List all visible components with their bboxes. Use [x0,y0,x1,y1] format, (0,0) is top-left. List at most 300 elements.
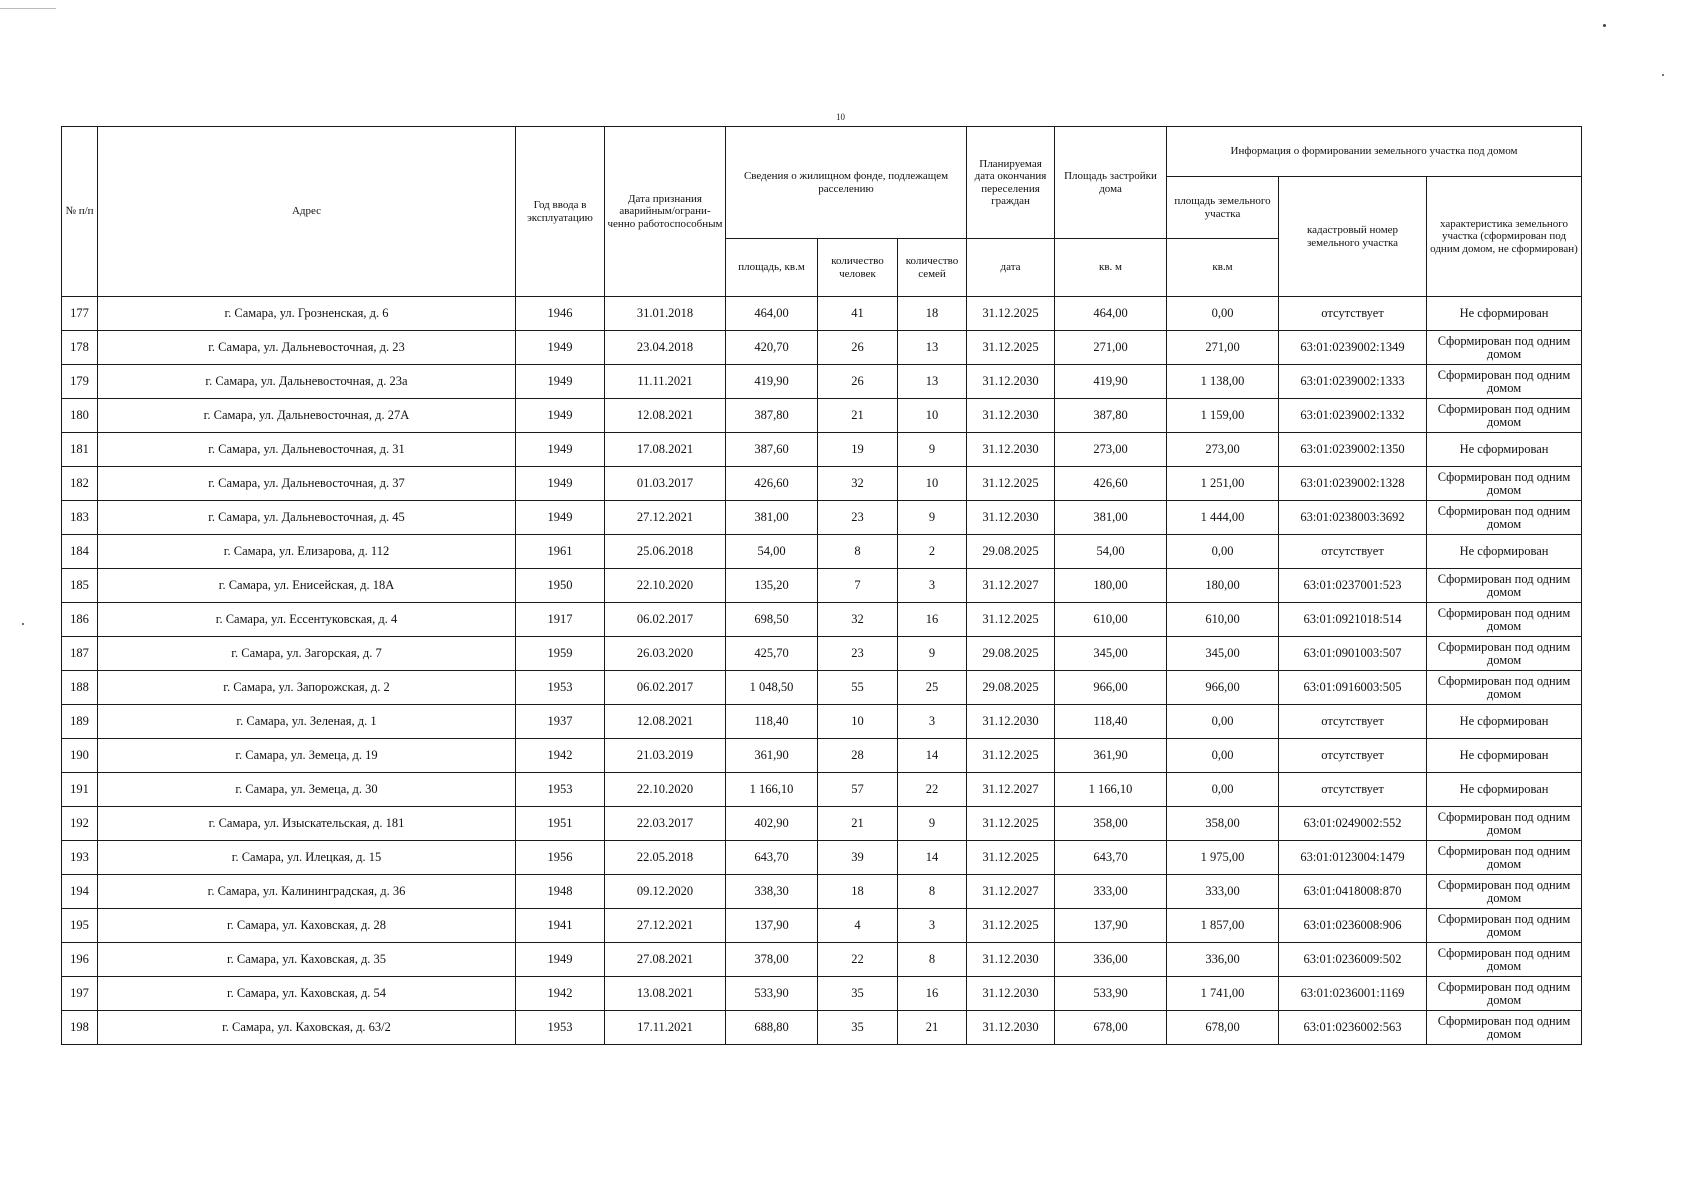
cell-year: 1953 [516,671,605,705]
cell-families: 10 [898,399,967,433]
cell-address: г. Самара, ул. Земеца, д. 19 [98,739,516,773]
cell-families: 10 [898,467,967,501]
header-area: площадь, кв.м [726,239,818,297]
cell-people: 10 [818,705,898,739]
header-people: количество человек [818,239,898,297]
cell-year: 1949 [516,467,605,501]
table-row [62,603,1582,637]
cell-land-char: Не сформирован [1427,297,1582,331]
scan-artifact [0,8,56,9]
cell-families: 3 [898,569,967,603]
cell-cadastral: 63:01:0239002:1332 [1279,399,1427,433]
cell-built-area: 643,70 [1055,841,1167,875]
cell-num: 178 [62,331,98,365]
cell-recognition-date: 21.03.2019 [605,739,726,773]
cell-year: 1951 [516,807,605,841]
cell-year: 1949 [516,331,605,365]
cell-families: 3 [898,909,967,943]
cell-planned-date: 31.12.2027 [967,569,1055,603]
cell-recognition-date: 31.01.2018 [605,297,726,331]
cell-land-area: 1 251,00 [1167,467,1279,501]
cell-area: 118,40 [726,705,818,739]
cell-land-area: 0,00 [1167,535,1279,569]
cell-land-char: Не сформирован [1427,739,1582,773]
cell-area: 402,90 [726,807,818,841]
cell-families: 25 [898,671,967,705]
cell-year: 1953 [516,773,605,807]
cell-families: 14 [898,841,967,875]
cell-area: 361,90 [726,739,818,773]
cell-cadastral: 63:01:0236009:502 [1279,943,1427,977]
cell-area: 54,00 [726,535,818,569]
cell-area: 464,00 [726,297,818,331]
cell-people: 4 [818,909,898,943]
cell-num: 177 [62,297,98,331]
cell-planned-date: 31.12.2025 [967,807,1055,841]
cell-recognition-date: 22.03.2017 [605,807,726,841]
table-body [62,297,1582,1045]
cell-families: 14 [898,739,967,773]
cell-year: 1949 [516,501,605,535]
cell-num: 184 [62,535,98,569]
cell-address: г. Самара, ул. Калининградская, д. 36 [98,875,516,909]
cell-built-area: 966,00 [1055,671,1167,705]
table-row [62,977,1582,1011]
cell-land-area: 333,00 [1167,875,1279,909]
cell-land-area: 0,00 [1167,773,1279,807]
table-row [62,399,1582,433]
cell-built-area: 137,90 [1055,909,1167,943]
cell-year: 1946 [516,297,605,331]
table-row [62,331,1582,365]
cell-families: 9 [898,501,967,535]
cell-area: 698,50 [726,603,818,637]
cell-families: 18 [898,297,967,331]
table-row [62,637,1582,671]
header-land-area: площадь земельного участка [1167,177,1279,239]
cell-planned-date: 31.12.2025 [967,297,1055,331]
cell-num: 190 [62,739,98,773]
table-row [62,501,1582,535]
cell-families: 9 [898,433,967,467]
cell-num: 192 [62,807,98,841]
cell-land-area: 610,00 [1167,603,1279,637]
cell-cadastral: 63:01:0236001:1169 [1279,977,1427,1011]
cell-built-area: 345,00 [1055,637,1167,671]
cell-families: 2 [898,535,967,569]
table-row [62,297,1582,331]
cell-num: 183 [62,501,98,535]
header-land-char: характеристика земельного участка (сформирован под одним домом, не сформирован) [1427,177,1582,297]
cell-address: г. Самара, ул. Дальневосточная, д. 27А [98,399,516,433]
header-families: количество семей [898,239,967,297]
cell-families: 16 [898,603,967,637]
cell-area: 426,60 [726,467,818,501]
cell-planned-date: 31.12.2025 [967,467,1055,501]
cell-address: г. Самара, ул. Елизарова, д. 112 [98,535,516,569]
scan-artifact [1603,24,1606,27]
cell-year: 1948 [516,875,605,909]
cell-cadastral: 63:01:0236008:906 [1279,909,1427,943]
table-row [62,1011,1582,1045]
cell-families: 22 [898,773,967,807]
cell-recognition-date: 11.11.2021 [605,365,726,399]
cell-planned-date: 31.12.2027 [967,773,1055,807]
cell-address: г. Самара, ул. Дальневосточная, д. 23 [98,331,516,365]
header-recognition-date: Дата признания аварийным/ограни-ченно работоспособным [605,127,726,297]
cell-planned-date: 31.12.2030 [967,501,1055,535]
cell-recognition-date: 12.08.2021 [605,399,726,433]
table-row [62,535,1582,569]
cell-land-area: 0,00 [1167,297,1279,331]
cell-built-area: 118,40 [1055,705,1167,739]
resettlement-table [61,126,1582,1045]
header-built-area-sub: кв. м [1055,239,1167,297]
cell-families: 8 [898,943,967,977]
cell-people: 19 [818,433,898,467]
cell-num: 197 [62,977,98,1011]
cell-cadastral: 63:01:0123004:1479 [1279,841,1427,875]
cell-cadastral: 63:01:0239002:1328 [1279,467,1427,501]
cell-built-area: 336,00 [1055,943,1167,977]
cell-address: г. Самара, ул. Зеленая, д. 1 [98,705,516,739]
cell-year: 1942 [516,739,605,773]
cell-num: 187 [62,637,98,671]
table-row [62,773,1582,807]
cell-area: 1 048,50 [726,671,818,705]
cell-land-char: Сформирован под одним домом [1427,467,1582,501]
cell-land-area: 180,00 [1167,569,1279,603]
cell-land-char: Не сформирован [1427,705,1582,739]
cell-built-area: 358,00 [1055,807,1167,841]
cell-address: г. Самара, ул. Грозненская, д. 6 [98,297,516,331]
cell-address: г. Самара, ул. Дальневосточная, д. 45 [98,501,516,535]
cell-address: г. Самара, ул. Ессентуковская, д. 4 [98,603,516,637]
cell-land-area: 678,00 [1167,1011,1279,1045]
cell-families: 3 [898,705,967,739]
cell-cadastral: 63:01:0236002:563 [1279,1011,1427,1045]
cell-built-area: 387,80 [1055,399,1167,433]
cell-land-char: Сформирован под одним домом [1427,1011,1582,1045]
cell-people: 32 [818,467,898,501]
cell-people: 26 [818,365,898,399]
cell-land-area: 358,00 [1167,807,1279,841]
cell-built-area: 361,90 [1055,739,1167,773]
cell-planned-date: 31.12.2030 [967,943,1055,977]
cell-year: 1953 [516,1011,605,1045]
table-row [62,909,1582,943]
cell-year: 1956 [516,841,605,875]
cell-area: 643,70 [726,841,818,875]
header-cadastral: кадастровый номер земельного участка [1279,177,1427,297]
cell-built-area: 1 166,10 [1055,773,1167,807]
cell-num: 189 [62,705,98,739]
cell-recognition-date: 25.06.2018 [605,535,726,569]
cell-land-char: Сформирован под одним домом [1427,399,1582,433]
cell-planned-date: 31.12.2025 [967,909,1055,943]
cell-address: г. Самара, ул. Дальневосточная, д. 31 [98,433,516,467]
cell-num: 191 [62,773,98,807]
cell-built-area: 381,00 [1055,501,1167,535]
cell-area: 135,20 [726,569,818,603]
cell-planned-date: 31.12.2030 [967,365,1055,399]
cell-num: 193 [62,841,98,875]
cell-recognition-date: 06.02.2017 [605,603,726,637]
cell-cadastral: отсутствует [1279,705,1427,739]
table-row [62,943,1582,977]
cell-recognition-date: 23.04.2018 [605,331,726,365]
cell-people: 35 [818,1011,898,1045]
cell-land-char: Не сформирован [1427,535,1582,569]
cell-year: 1917 [516,603,605,637]
cell-built-area: 464,00 [1055,297,1167,331]
cell-area: 1 166,10 [726,773,818,807]
cell-land-area: 1 857,00 [1167,909,1279,943]
cell-address: г. Самара, ул. Каховская, д. 35 [98,943,516,977]
cell-people: 23 [818,501,898,535]
cell-planned-date: 31.12.2030 [967,705,1055,739]
cell-recognition-date: 22.10.2020 [605,773,726,807]
cell-built-area: 426,60 [1055,467,1167,501]
cell-year: 1942 [516,977,605,1011]
cell-cadastral: отсутствует [1279,535,1427,569]
cell-num: 195 [62,909,98,943]
cell-recognition-date: 26.03.2020 [605,637,726,671]
cell-people: 32 [818,603,898,637]
cell-num: 196 [62,943,98,977]
cell-land-char: Не сформирован [1427,773,1582,807]
cell-built-area: 419,90 [1055,365,1167,399]
cell-built-area: 610,00 [1055,603,1167,637]
cell-area: 387,80 [726,399,818,433]
table-row [62,841,1582,875]
cell-num: 186 [62,603,98,637]
cell-num: 182 [62,467,98,501]
cell-people: 57 [818,773,898,807]
cell-year: 1937 [516,705,605,739]
cell-cadastral: 63:01:0921018:514 [1279,603,1427,637]
cell-recognition-date: 17.08.2021 [605,433,726,467]
cell-land-area: 345,00 [1167,637,1279,671]
table-row [62,467,1582,501]
cell-year: 1949 [516,433,605,467]
cell-land-char: Сформирован под одним домом [1427,365,1582,399]
cell-num: 198 [62,1011,98,1045]
cell-people: 35 [818,977,898,1011]
header-built-area: Площадь застройки дома [1055,127,1167,239]
cell-area: 420,70 [726,331,818,365]
cell-cadastral: 63:01:0249002:552 [1279,807,1427,841]
cell-people: 8 [818,535,898,569]
cell-land-area: 273,00 [1167,433,1279,467]
cell-planned-date: 31.12.2030 [967,399,1055,433]
cell-people: 18 [818,875,898,909]
cell-cadastral: 63:01:0418008:870 [1279,875,1427,909]
cell-land-area: 966,00 [1167,671,1279,705]
cell-recognition-date: 22.10.2020 [605,569,726,603]
cell-area: 419,90 [726,365,818,399]
cell-cadastral: 63:01:0238003:3692 [1279,501,1427,535]
cell-cadastral: отсутствует [1279,297,1427,331]
cell-families: 13 [898,365,967,399]
cell-address: г. Самара, ул. Дальневосточная, д. 23а [98,365,516,399]
cell-land-char: Сформирован под одним домом [1427,943,1582,977]
cell-recognition-date: 13.08.2021 [605,977,726,1011]
cell-recognition-date: 27.08.2021 [605,943,726,977]
cell-built-area: 273,00 [1055,433,1167,467]
cell-area: 688,80 [726,1011,818,1045]
cell-planned-date: 31.12.2030 [967,977,1055,1011]
cell-address: г. Самара, ул. Запорожская, д. 2 [98,671,516,705]
table-row [62,671,1582,705]
page-number: 10 [836,112,845,122]
cell-area: 137,90 [726,909,818,943]
cell-people: 28 [818,739,898,773]
cell-land-char: Сформирован под одним домом [1427,603,1582,637]
cell-area: 425,70 [726,637,818,671]
cell-recognition-date: 06.02.2017 [605,671,726,705]
table-row [62,875,1582,909]
cell-land-area: 336,00 [1167,943,1279,977]
cell-land-char: Сформирован под одним домом [1427,807,1582,841]
table-header [62,127,1582,297]
cell-planned-date: 31.12.2030 [967,433,1055,467]
cell-year: 1961 [516,535,605,569]
cell-cadastral: 63:01:0237001:523 [1279,569,1427,603]
header-num: № п/п [62,127,98,297]
cell-address: г. Самара, ул. Каховская, д. 54 [98,977,516,1011]
cell-land-area: 0,00 [1167,705,1279,739]
cell-recognition-date: 17.11.2021 [605,1011,726,1045]
cell-families: 9 [898,807,967,841]
cell-built-area: 333,00 [1055,875,1167,909]
cell-area: 533,90 [726,977,818,1011]
cell-land-char: Сформирован под одним домом [1427,331,1582,365]
cell-num: 181 [62,433,98,467]
scan-artifact [1662,74,1664,76]
cell-cadastral: отсутствует [1279,739,1427,773]
cell-planned-date: 31.12.2025 [967,841,1055,875]
cell-land-char: Сформирован под одним домом [1427,671,1582,705]
cell-num: 179 [62,365,98,399]
cell-cadastral: 63:01:0901003:507 [1279,637,1427,671]
cell-land-char: Не сформирован [1427,433,1582,467]
cell-land-area: 1 975,00 [1167,841,1279,875]
cell-num: 185 [62,569,98,603]
cell-year: 1949 [516,365,605,399]
cell-area: 378,00 [726,943,818,977]
cell-families: 16 [898,977,967,1011]
cell-year: 1949 [516,399,605,433]
cell-recognition-date: 22.05.2018 [605,841,726,875]
cell-recognition-date: 01.03.2017 [605,467,726,501]
cell-families: 21 [898,1011,967,1045]
cell-year: 1950 [516,569,605,603]
cell-area: 381,00 [726,501,818,535]
cell-land-char: Сформирован под одним домом [1427,569,1582,603]
cell-land-char: Сформирован под одним домом [1427,501,1582,535]
cell-families: 13 [898,331,967,365]
table-row [62,365,1582,399]
header-planned-date: Планируемая дата окончания переселения граждан [967,127,1055,239]
table-row [62,569,1582,603]
header-land-area-sub: кв.м [1167,239,1279,297]
cell-address: г. Самара, ул. Каховская, д. 28 [98,909,516,943]
cell-land-area: 1 159,00 [1167,399,1279,433]
cell-num: 194 [62,875,98,909]
table-row [62,705,1582,739]
cell-num: 180 [62,399,98,433]
cell-people: 22 [818,943,898,977]
cell-recognition-date: 12.08.2021 [605,705,726,739]
cell-land-char: Сформирован под одним домом [1427,909,1582,943]
cell-people: 26 [818,331,898,365]
cell-people: 39 [818,841,898,875]
table-row [62,807,1582,841]
cell-people: 23 [818,637,898,671]
cell-planned-date: 31.12.2025 [967,331,1055,365]
cell-built-area: 533,90 [1055,977,1167,1011]
cell-planned-date: 29.08.2025 [967,535,1055,569]
cell-families: 9 [898,637,967,671]
cell-families: 8 [898,875,967,909]
cell-planned-date: 31.12.2025 [967,739,1055,773]
cell-address: г. Самара, ул. Изыскательская, д. 181 [98,807,516,841]
cell-year: 1959 [516,637,605,671]
header-planned-date-sub: дата [967,239,1055,297]
cell-address: г. Самара, ул. Каховская, д. 63/2 [98,1011,516,1045]
cell-address: г. Самара, ул. Земеца, д. 30 [98,773,516,807]
cell-built-area: 678,00 [1055,1011,1167,1045]
cell-built-area: 54,00 [1055,535,1167,569]
cell-recognition-date: 27.12.2021 [605,909,726,943]
header-land-group: Информация о формировании земельного участка под домом [1167,127,1582,177]
cell-area: 338,30 [726,875,818,909]
cell-people: 7 [818,569,898,603]
header-address: Адрес [98,127,516,297]
cell-people: 55 [818,671,898,705]
header-housing-group: Сведения о жилищном фонде, подлежащем расселению [726,127,967,239]
scan-artifact [22,623,24,625]
cell-land-area: 0,00 [1167,739,1279,773]
cell-planned-date: 31.12.2030 [967,1011,1055,1045]
cell-cadastral: 63:01:0239002:1349 [1279,331,1427,365]
cell-land-char: Сформирован под одним домом [1427,841,1582,875]
cell-built-area: 180,00 [1055,569,1167,603]
cell-year: 1941 [516,909,605,943]
table-row [62,739,1582,773]
cell-land-area: 1 444,00 [1167,501,1279,535]
table-row [62,433,1582,467]
cell-people: 41 [818,297,898,331]
cell-people: 21 [818,399,898,433]
cell-land-area: 271,00 [1167,331,1279,365]
cell-year: 1949 [516,943,605,977]
cell-address: г. Самара, ул. Дальневосточная, д. 37 [98,467,516,501]
cell-address: г. Самара, ул. Загорская, д. 7 [98,637,516,671]
cell-land-char: Сформирован под одним домом [1427,637,1582,671]
cell-land-area: 1 741,00 [1167,977,1279,1011]
header-year: Год ввода в эксплуатацию [516,127,605,297]
cell-address: г. Самара, ул. Енисейская, д. 18А [98,569,516,603]
cell-recognition-date: 09.12.2020 [605,875,726,909]
cell-land-area: 1 138,00 [1167,365,1279,399]
cell-cadastral: 63:01:0239002:1333 [1279,365,1427,399]
cell-land-char: Сформирован под одним домом [1427,977,1582,1011]
cell-area: 387,60 [726,433,818,467]
cell-planned-date: 31.12.2025 [967,603,1055,637]
cell-land-char: Сформирован под одним домом [1427,875,1582,909]
